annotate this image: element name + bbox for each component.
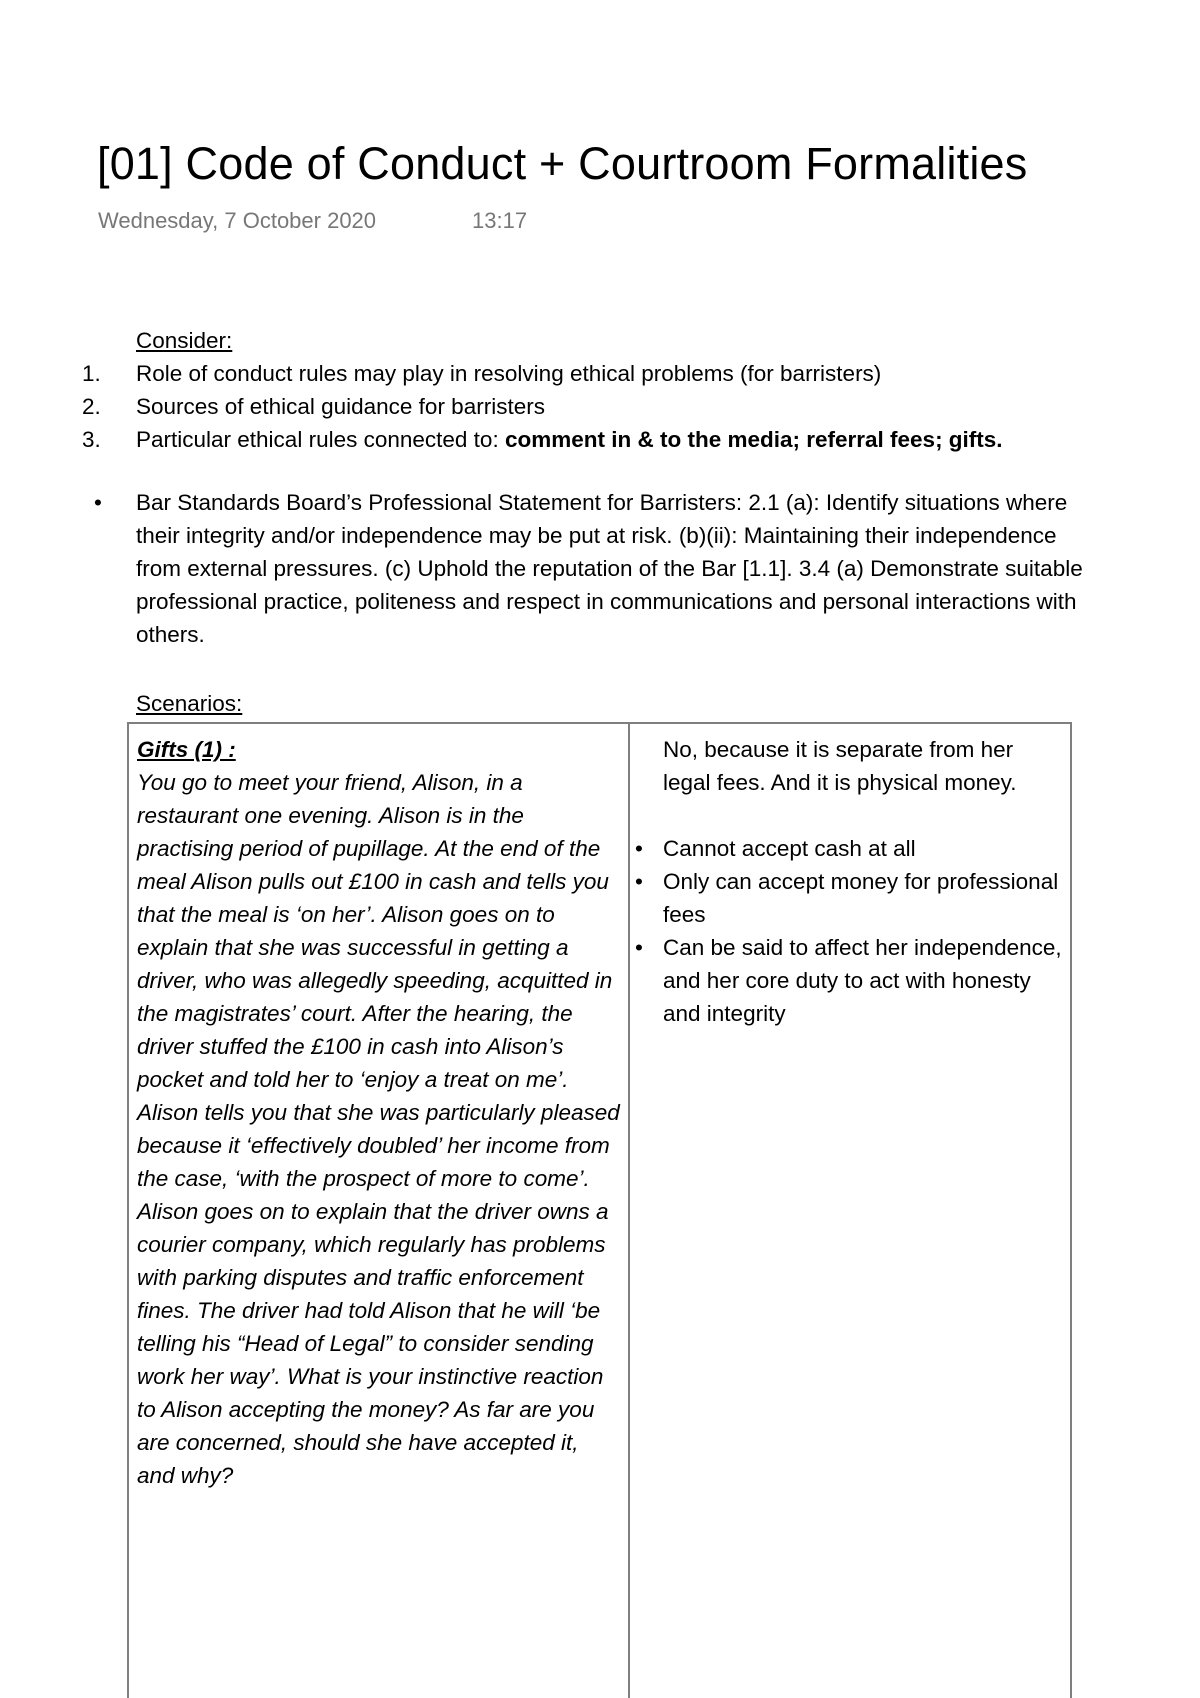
professional-statement-bullet	[82, 486, 1102, 651]
page-time: 13:17	[472, 208, 528, 233]
list-item	[82, 390, 1003, 423]
answer-cell	[663, 733, 1063, 1030]
column-divider	[628, 724, 630, 1698]
scenarios-table	[127, 722, 1072, 1698]
consider-heading: Consider:	[136, 328, 233, 353]
list-number: 2.	[82, 394, 101, 419]
list-item-text: Role of conduct rules may play in resolving ethical problems (for barristers)	[136, 361, 882, 386]
scenarios-heading: Scenarios:	[136, 691, 243, 716]
answer-text: No, because it is separate from her legal fees. And it is physical money.	[663, 737, 1017, 795]
list-number: 3.	[82, 427, 101, 452]
list-item-emphasis: comment in & to the media; referral fees; gifts.	[504, 427, 1003, 452]
page-date: Wednesday, 7 October 2020	[98, 208, 377, 233]
list-item	[82, 357, 1003, 390]
list-item: • Can be said to affect her independence, and her core duty to act with honesty and integrity	[635, 931, 1063, 1030]
professional-statement-text: Bar Standards Board’s Professional Statement for Barristers: 2.1 (a): Identify situations where their integrity and/or independence may be put at risk. (b)(ii): Maintaining their independence from external pressures. (c) Uphold the reputation of the Bar [1.1]. 3.4 (a) Demonstrate suitable professional practice, politeness and respect in communications and personal interactions with others.	[136, 490, 1083, 647]
list-item: • Cannot accept cash at all	[635, 832, 1063, 865]
answer-points	[663, 832, 1063, 1030]
list-item: • Only can accept money for professional fees	[635, 865, 1063, 931]
consider-list	[82, 357, 1003, 456]
list-item-text: Particular ethical rules connected to:	[136, 427, 505, 452]
list-number: 1.	[82, 361, 101, 386]
scenario-cell	[137, 733, 622, 1492]
bullet-icon: •	[94, 490, 102, 515]
scenario-heading: Gifts (1) :	[137, 737, 236, 762]
page-title: [01] Code of Conduct + Courtroom Formalities	[97, 138, 1028, 189]
list-item	[82, 423, 1003, 456]
list-item-text: Sources of ethical guidance for barristers	[136, 394, 545, 419]
scenario-text: You go to meet your friend, Alison, in a restaurant one evening. Alison is in the practising period of pupillage. At the end of the meal Alison pulls out £100 in cash and tells you that the meal is ‘on her’. Alison goes on to explain that she was successful in getting a driver, who was allegedly speeding, acquitted in the magistrates’ court. After the hearing, the driver stuffed the £100 in cash into Alison’s pocket and told her to ‘enjoy a treat on me’. Alison tells you that she was particularly pleased because it ‘effectively doubled’ her income from the case, ‘with the prospect of more to come’. Alison goes on to explain that the driver owns a courier company, which regularly has problems with parking disputes and traffic enforcement fines. The driver had told Alison that he will ‘be telling his “Head of Legal” to consider sending work her way’. What is your instinctive reaction to Alison accepting the money? As far are you are concerned, should she have accepted it, and why?	[137, 770, 620, 1488]
